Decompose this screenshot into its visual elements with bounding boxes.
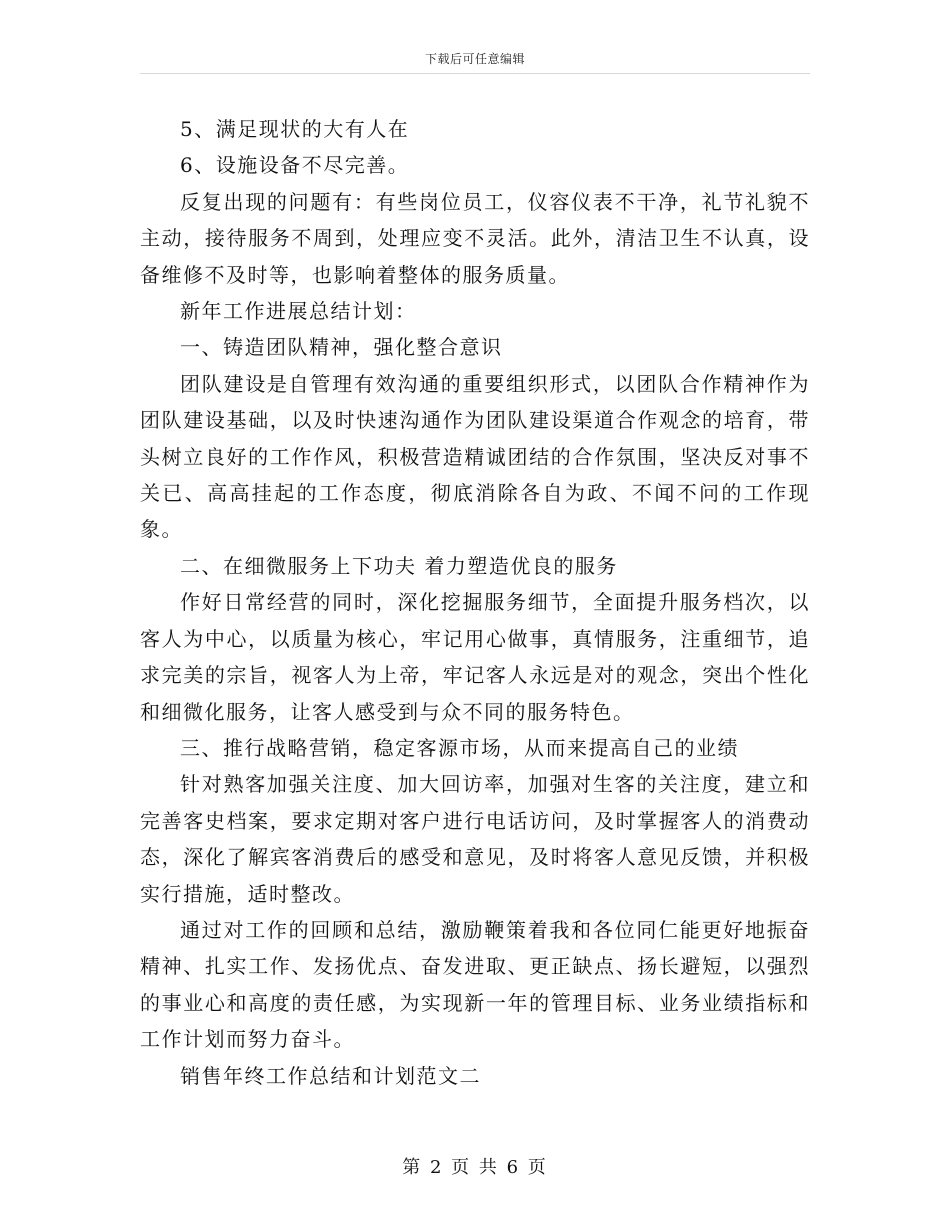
header-divider xyxy=(140,73,810,74)
paragraph: 通过对工作的回顾和总结，激励鞭策着我和各位同仁能更好地振奋精神、扎实工作、发扬优点、奋发进取、更正缺点、扬长避短，以强烈的事业心和高度的责任感，为实现新一年的管理目标、业务业绩指标和工作计划而努力奋斗。 xyxy=(140,917,810,1052)
paragraph: 5、满足现状的大有人在 xyxy=(180,117,410,141)
document-body xyxy=(140,111,810,1094)
paragraph: 团队建设是自管理有效沟通的重要组织形式，以团队合作精神作为团队建设基础，以及时快速沟通作为团队建设渠道合作观念的培育，带头树立良好的工作作风，积极营造精诚团结的合作氛围，坚决反对事不关已、高高挂起的工作态度，彻底消除各自为政、不闻不问的工作现象。 xyxy=(140,371,810,542)
page-header: 下载后可任意编辑 xyxy=(424,52,525,66)
paragraph: 6、设施设备不尽完善。 xyxy=(180,153,410,178)
section-heading: 三、推行战略营销，稳定客源市场，从而来提高自己的业绩 xyxy=(180,735,739,760)
section-heading: 一、铸造团队精神，强化整合意识 xyxy=(180,335,503,360)
document-subtitle: 销售年终工作总结和计划范文二 xyxy=(180,1063,481,1088)
section-heading: 二、在细微服务上下功夫 着力塑造优良的服务 xyxy=(180,553,618,578)
paragraph: 新年工作进展总结计划： xyxy=(180,299,417,324)
paragraph: 反复出现的问题有：有些岗位员工，仪容仪表不干净，礼节礼貌不主动，接待服务不周到，处理应变不灵活。此外，清洁卫生不认真，设备维修不及时等，也影响着整体的服务质量。 xyxy=(140,189,810,287)
paragraph: 针对熟客加强关注度、加大回访率，加强对生客的关注度，建立和完善客史档案，要求定期对客户进行电话访问，及时掌握客人的消费动态，深化了解宾客消费后的感受和意见，及时将客人意见反馈，并积极实行措施，适时整改。 xyxy=(140,772,810,906)
page-number: 第 2 页 共 6 页 xyxy=(402,1157,548,1178)
paragraph: 作好日常经营的同时，深化挖掘服务细节，全面提升服务档次，以客人为中心，以质量为核心，牢记用心做事，真情服务，注重细节，追求完美的宗旨，视客人为上帝，牢记客人永远是对的观念，突出个性化和细微化服务，让客人感受到与众不同的服务特色。 xyxy=(140,590,810,724)
